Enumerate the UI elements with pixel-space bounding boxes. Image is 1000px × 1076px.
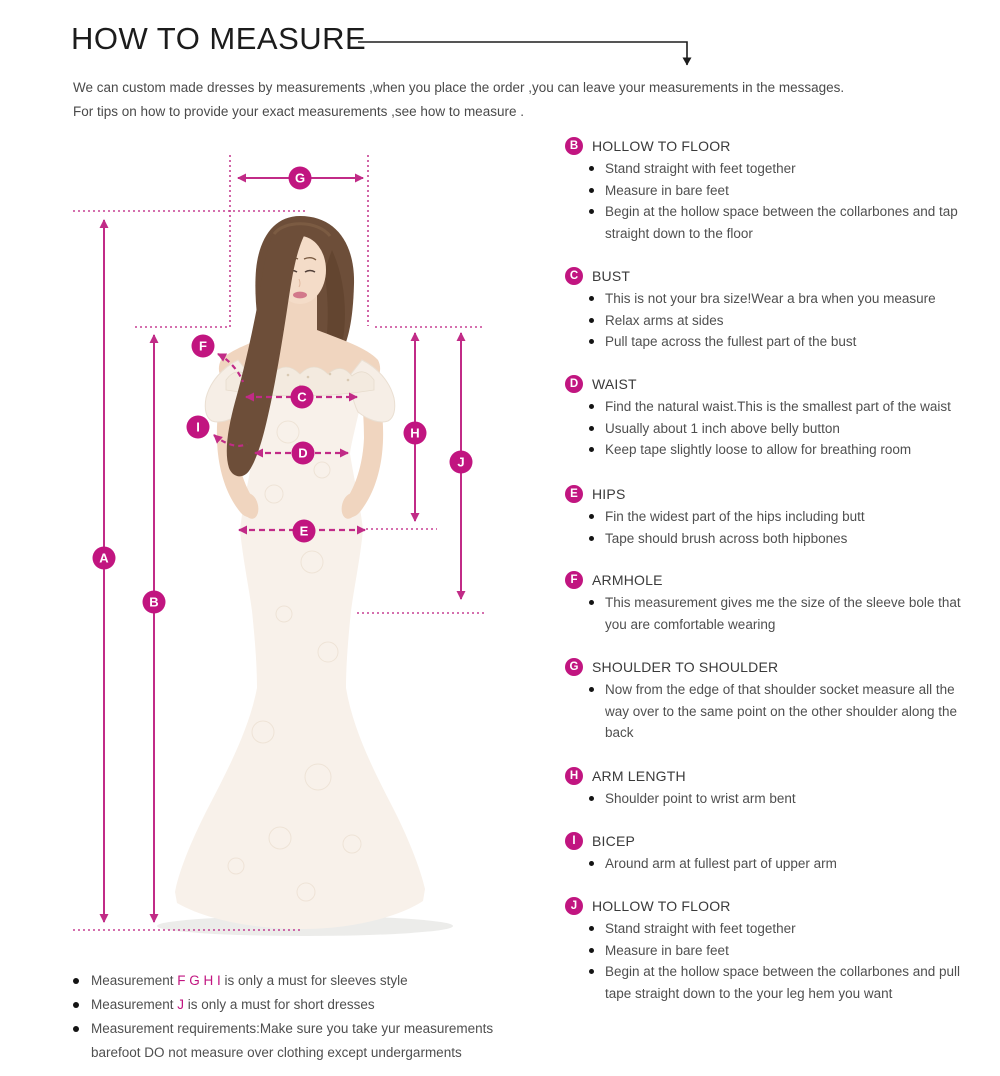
intro-line-2: For tips on how to provide your exact measurements ,see how to measure .: [73, 104, 524, 119]
measurement-title: BUST: [592, 268, 631, 284]
bullet-dot: [589, 209, 594, 214]
svg-text:D: D: [298, 445, 308, 461]
note-highlight: F G H I: [177, 973, 221, 988]
letter-badge: D: [565, 375, 583, 393]
measurement-item-hips: [565, 483, 990, 549]
diagram-label-D: [292, 442, 315, 465]
bullet-item: Keep tape slightly loose to allow for breathing room: [565, 439, 990, 461]
svg-text:B: B: [149, 594, 159, 610]
measurement-title: HIPS: [592, 486, 626, 502]
note-prefix: Measurement: [91, 973, 178, 988]
bullet-dot: [589, 969, 594, 974]
title-pointer-arrow: [350, 33, 700, 81]
diagram-label-I: [187, 416, 210, 439]
measurement-title: ARM LENGTH: [592, 768, 686, 784]
measurement-item-bicep: [565, 830, 990, 875]
measurement-title: WAIST: [592, 376, 637, 392]
measurement-title: HOLLOW TO FLOOR: [592, 898, 731, 914]
letter-badge: B: [565, 137, 583, 155]
diagram-label-G: [289, 167, 312, 190]
bullet-item: Begin at the hollow space between the collarbones and tap straight down to the floor: [565, 201, 990, 244]
svg-text:G: G: [294, 170, 306, 186]
svg-text:F: F: [199, 338, 207, 354]
bullet-item: Measure in bare feet: [565, 940, 990, 962]
measurement-title: BICEP: [592, 833, 636, 849]
measurement-diagram: [60, 132, 510, 962]
note-sleeves-style: [69, 969, 529, 993]
svg-text:E: E: [299, 523, 309, 539]
bullet-dot: [589, 948, 594, 953]
diagram-label-F: [192, 335, 215, 358]
diagram-label-E: [293, 520, 316, 543]
bullet-dot: [589, 926, 594, 931]
letter-badge: H: [565, 767, 583, 785]
bullet-item: This measurement gives me the size of the sleeve bole that you are comfortable wearing: [565, 592, 990, 635]
bullet-dot: [589, 426, 594, 431]
diagram-label-B: [143, 591, 166, 614]
bullet-dot: [589, 796, 594, 801]
bullet-dot: [589, 166, 594, 171]
bullet-dot: [589, 339, 594, 344]
letter-badge: C: [565, 267, 583, 285]
note-prefix: Measurement requirements:Make sure you take yur measurements barefoot DO not measure over clothing except undergarments: [91, 1021, 494, 1060]
measurement-item-waist: [565, 373, 990, 461]
letter-badge: G: [565, 658, 583, 676]
measurement-item-shoulder-to-shoulder: [565, 656, 990, 744]
measurement-item-bust: [565, 265, 990, 353]
measurement-item-arm-length: [565, 765, 990, 810]
bullet-dot: [589, 861, 594, 866]
page-title: HOW TO MEASURE: [71, 21, 367, 56]
measurement-title: HOLLOW TO FLOOR: [592, 138, 731, 154]
measurement-item-hollow-to-floor-j: [565, 895, 990, 1004]
bullet-item: Stand straight with feet together: [565, 918, 990, 940]
bullet-dot: [589, 318, 594, 323]
model-illustration: [157, 216, 453, 936]
bullet-item: Begin at the hollow space between the collarbones and pull tape straight down to the your leg hem you want: [565, 961, 990, 1004]
bullet-dot: [589, 514, 594, 519]
measurement-item-armhole: [565, 569, 990, 635]
bullet-dot: [73, 1026, 79, 1032]
letter-badge: I: [565, 832, 583, 850]
measurement-item-hollow-to-floor-b: [565, 135, 990, 244]
bullet-item: Shoulder point to wrist arm bent: [565, 788, 990, 810]
bullet-dot: [589, 296, 594, 301]
bullet-item: Tape should brush across both hipbones: [565, 528, 990, 550]
letter-badge: E: [565, 485, 583, 503]
bullet-dot: [589, 404, 594, 409]
svg-text:C: C: [297, 389, 307, 405]
bullet-item: Fin the widest part of the hips including butt: [565, 506, 990, 528]
diagram-label-C: [291, 386, 314, 409]
svg-text:J: J: [457, 454, 465, 470]
svg-text:I: I: [196, 419, 200, 435]
note-requirements: [69, 1017, 529, 1065]
bullet-dot: [73, 1002, 79, 1008]
notes-list: [69, 969, 529, 1065]
diagram-label-A: [93, 547, 116, 570]
svg-text:H: H: [410, 425, 420, 441]
intro-line-1: We can custom made dresses by measurements ,when you place the order ,you can leave your measurements in the messages.: [73, 80, 845, 95]
measurement-title: ARMHOLE: [592, 572, 663, 588]
bullet-item: Around arm at fullest part of upper arm: [565, 853, 990, 875]
bullet-dot: [589, 447, 594, 452]
bullet-dot: [589, 687, 594, 692]
diagram-label-J: [450, 451, 473, 474]
bullet-item: Usually about 1 inch above belly button: [565, 418, 990, 440]
bullet-item: Find the natural waist.This is the smallest part of the waist: [565, 396, 990, 418]
bullet-dot: [73, 978, 79, 984]
note-short-dresses: [69, 993, 529, 1017]
bullet-item: Stand straight with feet together: [565, 158, 990, 180]
bullet-dot: [589, 188, 594, 193]
note-suffix: is only a must for sleeves style: [220, 973, 408, 988]
note-highlight: J: [177, 997, 185, 1012]
bullet-item: Pull tape across the fullest part of the bust: [565, 331, 990, 353]
bullet-item: Measure in bare feet: [565, 180, 990, 202]
note-suffix: is only a must for short dresses: [184, 997, 375, 1012]
bullet-dot: [589, 536, 594, 541]
bullet-item: Now from the edge of that shoulder socket measure all the way over to the same point on the other shoulder along the back: [565, 679, 990, 744]
note-prefix: Measurement: [91, 997, 178, 1012]
measurement-title: SHOULDER TO SHOULDER: [592, 659, 779, 675]
letter-badge: F: [565, 571, 583, 589]
svg-text:A: A: [99, 550, 109, 566]
bullet-item: This is not your bra size!Wear a bra when you measure: [565, 288, 990, 310]
diagram-label-H: [404, 422, 427, 445]
bullet-dot: [589, 600, 594, 605]
bullet-item: Relax arms at sides: [565, 310, 990, 332]
letter-badge: J: [565, 897, 583, 915]
